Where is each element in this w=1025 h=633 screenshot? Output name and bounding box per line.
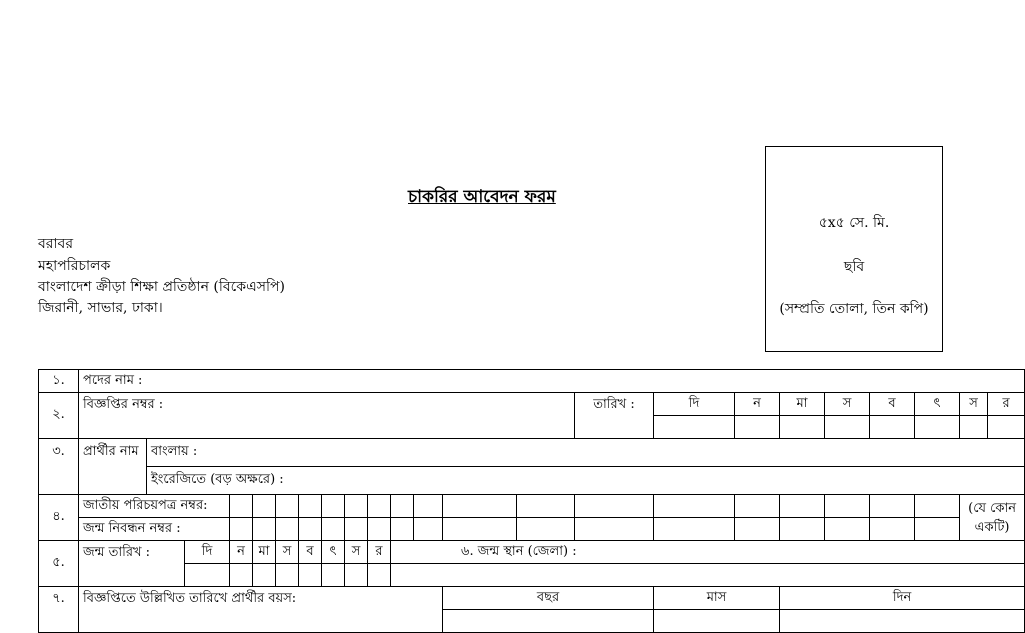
date-input-cell[interactable] bbox=[253, 564, 276, 587]
digit-cell[interactable] bbox=[654, 518, 735, 541]
digit-cell[interactable] bbox=[322, 518, 345, 541]
date-input-cell[interactable] bbox=[870, 416, 915, 439]
age-label: বিজ্ঞপ্তিতে উল্লিখিত তারিখে প্রার্থীর বয়স: bbox=[79, 587, 443, 633]
name-english-field[interactable] bbox=[147, 467, 1025, 495]
date-cell-label: ৎ bbox=[915, 393, 960, 416]
digit-cell[interactable] bbox=[253, 518, 276, 541]
id-choice-note: (যে কোন একটি) bbox=[960, 495, 1025, 541]
row-number: ২. bbox=[39, 393, 79, 439]
digit-cell[interactable] bbox=[915, 495, 960, 518]
circular-number-label: বিজ্ঞপ্তির নম্বর : bbox=[83, 397, 164, 412]
date-input-cell[interactable] bbox=[276, 564, 299, 587]
nid-label: জাতীয় পরিচয়পত্র নম্বর: bbox=[79, 495, 230, 518]
age-day-header: দিন bbox=[780, 587, 1025, 610]
circular-number-field[interactable] bbox=[79, 393, 575, 439]
digit-cell[interactable] bbox=[230, 495, 253, 518]
name-bangla-field[interactable] bbox=[147, 439, 1025, 467]
digit-cell[interactable] bbox=[575, 495, 654, 518]
date-cell-label: র bbox=[988, 393, 1025, 416]
date-input-cell[interactable] bbox=[368, 564, 391, 587]
digit-cell[interactable] bbox=[735, 518, 780, 541]
post-name-field[interactable] bbox=[79, 370, 1025, 393]
digit-cell[interactable] bbox=[299, 518, 322, 541]
date-cell-label: স bbox=[825, 393, 870, 416]
digit-cell[interactable] bbox=[915, 518, 960, 541]
digit-cell[interactable] bbox=[825, 518, 870, 541]
digit-cell[interactable] bbox=[391, 518, 414, 541]
digit-cell[interactable] bbox=[735, 495, 780, 518]
digit-cell[interactable] bbox=[414, 518, 443, 541]
row-number: ৫. bbox=[39, 541, 79, 587]
digit-cell[interactable] bbox=[870, 495, 915, 518]
date-cell-label: মা bbox=[780, 393, 825, 416]
digit-cell[interactable] bbox=[575, 518, 654, 541]
application-form-table bbox=[38, 369, 1025, 633]
date-input-cell[interactable] bbox=[322, 564, 345, 587]
digit-cell[interactable] bbox=[391, 495, 414, 518]
digit-cell[interactable] bbox=[517, 495, 575, 518]
date-input-cell[interactable] bbox=[735, 416, 780, 439]
age-day-input[interactable] bbox=[780, 610, 1025, 633]
applicant-name-label: প্রার্থীর নাম bbox=[79, 439, 147, 495]
date-cell-label: র bbox=[368, 541, 391, 564]
address-line: মহাপরিচালক bbox=[38, 258, 111, 274]
birth-date-label: জন্ম তারিখ : bbox=[79, 541, 185, 587]
age-month-input[interactable] bbox=[654, 610, 780, 633]
birthplace-field[interactable] bbox=[391, 541, 1025, 564]
digit-cell[interactable] bbox=[253, 495, 276, 518]
digit-cell[interactable] bbox=[276, 495, 299, 518]
digit-cell[interactable] bbox=[368, 518, 391, 541]
date-input-cell[interactable] bbox=[185, 564, 230, 587]
row-number: ৩. bbox=[39, 439, 79, 495]
digit-cell[interactable] bbox=[870, 518, 915, 541]
digit-cell[interactable] bbox=[299, 495, 322, 518]
name-bangla-label: বাংলায় : bbox=[151, 444, 198, 459]
date-cell-label: ব bbox=[870, 393, 915, 416]
digit-cell[interactable] bbox=[345, 518, 368, 541]
digit-cell[interactable] bbox=[780, 518, 825, 541]
date-cell-label: ন bbox=[230, 541, 253, 564]
birthplace-label: ৬. জন্ম স্থান (জেলা) : bbox=[461, 543, 577, 559]
digit-cell[interactable] bbox=[322, 495, 345, 518]
row-number: ৭. bbox=[39, 587, 79, 633]
digit-cell[interactable] bbox=[414, 495, 443, 518]
date-input-cell[interactable] bbox=[299, 564, 322, 587]
photo-label: ছবি bbox=[843, 259, 865, 275]
circular-date-label: তারিখ : bbox=[575, 393, 654, 439]
row-number: ৪. bbox=[39, 495, 79, 541]
digit-cell[interactable] bbox=[345, 495, 368, 518]
birth-reg-label: জন্ম নিবন্ধন নম্বর : bbox=[79, 518, 230, 541]
name-english-label: ইংরেজিতে (বড় অক্ষরে) : bbox=[151, 472, 284, 487]
digit-cell[interactable] bbox=[276, 518, 299, 541]
address-line: বাংলাদেশ ক্রীড়া শিক্ষা প্রতিষ্ঠান (বিকেএসপি) bbox=[38, 279, 285, 295]
birthplace-input[interactable] bbox=[391, 564, 1025, 587]
row-number: ১. bbox=[39, 370, 79, 393]
digit-cell[interactable] bbox=[654, 495, 735, 518]
date-cell-label: ন bbox=[735, 393, 780, 416]
date-cell-label: স bbox=[345, 541, 368, 564]
digit-cell[interactable] bbox=[443, 518, 517, 541]
digit-cell[interactable] bbox=[230, 518, 253, 541]
date-cell-label: মা bbox=[253, 541, 276, 564]
digit-cell[interactable] bbox=[517, 518, 575, 541]
date-input-cell[interactable] bbox=[915, 416, 960, 439]
date-input-cell[interactable] bbox=[988, 416, 1025, 439]
age-month-header: মাস bbox=[654, 587, 780, 610]
date-input-cell[interactable] bbox=[345, 564, 368, 587]
address-line: বরাবর bbox=[38, 236, 74, 252]
date-cell-label: ৎ bbox=[322, 541, 345, 564]
date-input-cell[interactable] bbox=[230, 564, 253, 587]
digit-cell[interactable] bbox=[780, 495, 825, 518]
photo-box bbox=[765, 146, 943, 352]
post-name-label: পদের নাম : bbox=[83, 372, 143, 388]
date-input-cell[interactable] bbox=[960, 416, 988, 439]
date-cell-label: ব bbox=[299, 541, 322, 564]
date-cell-label: স bbox=[960, 393, 988, 416]
digit-cell[interactable] bbox=[825, 495, 870, 518]
date-input-cell[interactable] bbox=[780, 416, 825, 439]
age-year-header: বছর bbox=[443, 587, 654, 610]
address-line: জিরানী, সাভার, ঢাকা। bbox=[38, 300, 163, 316]
age-year-input[interactable] bbox=[443, 610, 654, 633]
photo-note: (সম্প্রতি তোলা, তিন কপি) bbox=[779, 301, 929, 317]
digit-cell[interactable] bbox=[368, 495, 391, 518]
digit-cell[interactable] bbox=[443, 495, 517, 518]
form-title: চাকরির আবেদন ফরম bbox=[408, 187, 556, 207]
date-input-cell[interactable] bbox=[825, 416, 870, 439]
date-input-cell[interactable] bbox=[654, 416, 735, 439]
photo-size: ৫x৫ সে. মি. bbox=[818, 215, 890, 231]
date-cell-label: দি bbox=[185, 541, 230, 564]
date-cell-label: স bbox=[276, 541, 299, 564]
date-cell-label: দি bbox=[654, 393, 735, 416]
